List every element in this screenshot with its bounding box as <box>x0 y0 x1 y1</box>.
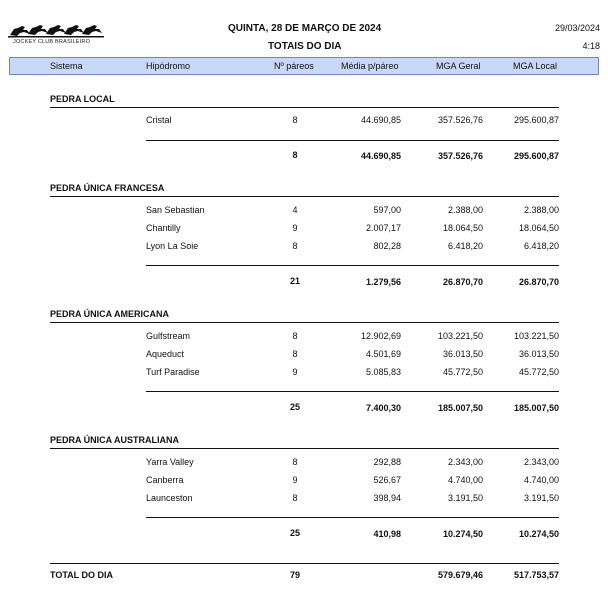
subtotal-mga-geral: 185.007,50 <box>437 403 483 413</box>
row-hipodromo: Gulfstream <box>146 331 191 341</box>
row-mga-geral: 2.388,00 <box>447 205 483 215</box>
subtotal-pareos: 25 <box>289 528 300 538</box>
row-mga-geral: 3.191,50 <box>447 493 483 503</box>
brand-text: JOCKEY CLUB BRASILEIRO <box>13 39 91 45</box>
row-mga-local: 45.772,50 <box>518 367 559 377</box>
row-mga-geral: 4.740,00 <box>447 475 483 485</box>
subtotal-pareos: 25 <box>289 402 300 412</box>
subtotal-media: 7.400,30 <box>365 403 401 413</box>
subtotal-divider <box>146 391 559 392</box>
row-hipodromo: Chantilly <box>146 223 181 233</box>
subtotal-pareos: 21 <box>289 276 300 286</box>
row-pareos: 9 <box>292 367 298 377</box>
row-mga-geral: 103.221,50 <box>437 331 483 341</box>
grand-total-mga-local: 517.753,57 <box>513 570 559 580</box>
col-mga-local: MGA Local <box>513 61 558 71</box>
row-hipodromo: Aqueduct <box>146 349 185 359</box>
row-hipodromo: San Sebastian <box>146 205 205 215</box>
row-pareos: 9 <box>292 475 298 485</box>
row-mga-local: 2.388,00 <box>523 205 559 215</box>
section-title: PEDRA ÚNICA AMERICANA <box>50 309 169 319</box>
row-hipodromo: Turf Paradise <box>146 367 200 377</box>
row-mga-local: 103.221,50 <box>513 331 559 341</box>
row-mga-local: 6.418,20 <box>523 241 559 251</box>
row-hipodromo: Yarra Valley <box>146 457 194 467</box>
subtotal-mga-geral: 26.870,70 <box>442 277 483 287</box>
row-mga-local: 3.191,50 <box>523 493 559 503</box>
section-divider <box>50 107 559 108</box>
row-media: 526,67 <box>373 475 401 485</box>
row-media: 2.007,17 <box>365 223 401 233</box>
subtotal-media: 410,98 <box>373 529 401 539</box>
subtotal-mga-local: 10.274,50 <box>518 529 559 539</box>
subtotal-mga-local: 185.007,50 <box>513 403 559 413</box>
subtotal-mga-geral: 10.274,50 <box>442 529 483 539</box>
row-mga-geral: 6.418,20 <box>447 241 483 251</box>
row-media: 12.902,69 <box>360 331 401 341</box>
row-pareos: 4 <box>292 205 298 215</box>
subtotal-divider <box>146 140 559 141</box>
row-media: 398,94 <box>373 493 401 503</box>
grand-total-divider <box>50 563 559 564</box>
section-divider <box>50 448 559 449</box>
subtotal-mga-geral: 357.526,76 <box>437 151 483 161</box>
section-divider <box>50 322 559 323</box>
section-title: PEDRA LOCAL <box>50 94 115 104</box>
row-hipodromo: Launceston <box>146 493 193 503</box>
row-mga-local: 18.064,50 <box>518 223 559 233</box>
col-mga-geral: MGA Geral <box>436 61 481 71</box>
col-sistema: Sistema <box>50 61 83 71</box>
row-media: 5.085,83 <box>365 367 401 377</box>
subtotal-mga-local: 295.600,87 <box>513 151 559 161</box>
row-media: 4.501,69 <box>365 349 401 359</box>
col-media: Média p/páreo <box>341 61 399 71</box>
row-mga-geral: 2.343,00 <box>447 457 483 467</box>
grand-total-label: TOTAL DO DIA <box>50 570 113 580</box>
row-mga-local: 4.740,00 <box>523 475 559 485</box>
row-pareos: 9 <box>292 223 298 233</box>
subtotal-pareos: 8 <box>292 150 298 160</box>
subtotal-media: 44.690,85 <box>360 151 401 161</box>
row-media: 802,28 <box>373 241 401 251</box>
subtotal-divider <box>146 265 559 266</box>
row-media: 597,00 <box>373 205 401 215</box>
row-hipodromo: Cristal <box>146 115 172 125</box>
col-pareos: Nº páreos <box>274 61 314 71</box>
row-pareos: 8 <box>292 349 298 359</box>
col-hipodromo: Hipódromo <box>146 61 191 71</box>
section-title: PEDRA ÚNICA AUSTRALIANA <box>50 435 179 445</box>
grand-total-pareos: 79 <box>289 570 300 580</box>
row-mga-geral: 45.772,50 <box>442 367 483 377</box>
section-title: PEDRA ÚNICA FRANCESA <box>50 183 165 193</box>
subtotal-mga-local: 26.870,70 <box>518 277 559 287</box>
subtotal-media: 1.279,56 <box>365 277 401 287</box>
row-hipodromo: Lyon La Soie <box>146 241 199 251</box>
report-title: QUINTA, 28 DE MARÇO DE 2024 <box>228 23 382 34</box>
row-mga-local: 36.013,50 <box>518 349 559 359</box>
subtotal-divider <box>146 517 559 518</box>
report-time: 4:18 <box>582 41 600 51</box>
row-media: 44.690,85 <box>360 115 401 125</box>
row-pareos: 8 <box>292 457 298 467</box>
row-pareos: 8 <box>292 493 298 503</box>
row-hipodromo: Canberra <box>146 475 184 485</box>
row-mga-local: 295.600,87 <box>513 115 559 125</box>
racing-horses-icon <box>8 22 104 38</box>
grand-total-mga-geral: 579.679,46 <box>437 570 483 580</box>
row-mga-geral: 36.013,50 <box>442 349 483 359</box>
row-pareos: 8 <box>292 331 298 341</box>
row-pareos: 8 <box>292 241 298 251</box>
report-date: 29/03/2024 <box>554 23 600 33</box>
row-mga-local: 2.343,00 <box>523 457 559 467</box>
row-mga-geral: 18.064,50 <box>442 223 483 233</box>
report-subtitle: TOTAIS DO DIA <box>268 41 342 52</box>
row-pareos: 8 <box>292 115 298 125</box>
section-divider <box>50 196 559 197</box>
jockey-club-logo <box>8 22 104 48</box>
row-media: 292,88 <box>373 457 401 467</box>
row-mga-geral: 357.526,76 <box>437 115 483 125</box>
